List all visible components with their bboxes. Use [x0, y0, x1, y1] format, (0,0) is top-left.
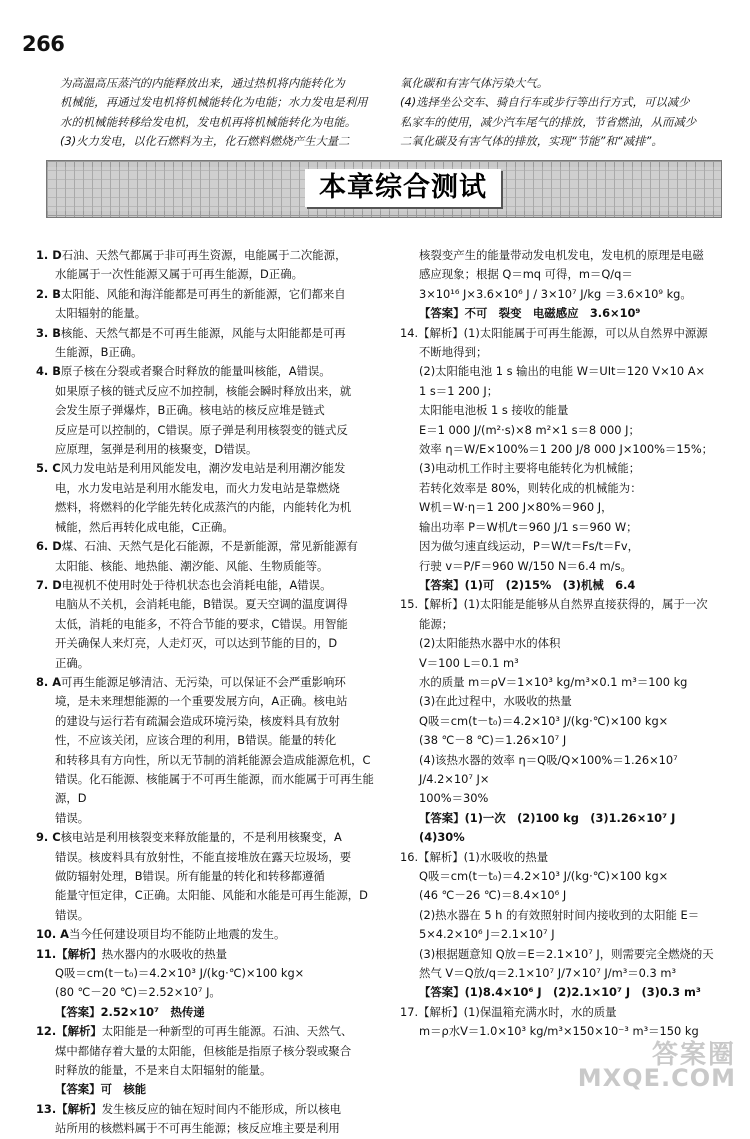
answer-line: [36, 1022, 382, 1041]
answer-line: [36, 634, 382, 653]
answer-line: 【答案】(1)一次 (2)100 kg (3)1.26×10⁷ J (4)30%: [419, 810, 687, 845]
answer-key: 【答案】2.52×10⁷ 热传递: [55, 1004, 205, 1019]
answer-line: 5×4.2×10⁶ J＝2.1×10⁷ J: [419, 927, 555, 942]
text-line: 二氧化碳及有害气体的排放，实现“节能”和“减排”。: [400, 134, 663, 149]
answer-line: [36, 809, 382, 828]
answer-text: 太阳能、核能、地热能、潮汐能、风能、生物质能等。: [55, 558, 329, 573]
answer-line: (2)太阳能电池 1 s 输出的电能 W＝UIt＝120 V×10 A×: [419, 364, 706, 379]
answer-line: [36, 964, 382, 983]
answer-text: 站所用的核燃料属于不可再生能源；核反应堆主要是利用: [55, 1121, 340, 1136]
answer-text: 可再生能源足够清洁、无污染，可以保证不会严重影响环: [61, 674, 346, 689]
section-title: 本章综合测试: [305, 169, 501, 207]
answer-line: [36, 983, 382, 1002]
answer-text: 水能属于一次性能源又属于可再生能源，D正确。: [55, 267, 303, 282]
answer-text: 正确。: [55, 655, 90, 670]
answer-line: [36, 421, 382, 440]
answer-line: 【答案】(1)可 (2)15% (3)机械 6.4: [419, 577, 636, 592]
answer-text: 电视机不使用时处于待机状态也会消耗电能，A错误。: [61, 577, 332, 592]
text-line: 机械能，再通过发电机将机械能转化为电能；水力发电是利用: [60, 95, 368, 110]
answer-text: 会发生原子弹爆炸，B正确。核电站的核反应堆是链式: [55, 403, 325, 418]
answer-text: Q吸＝cm(t－t₀)＝4.2×10³ J/(kg·℃)×100 kg×: [55, 966, 305, 981]
answer-text: 热水器内的水吸收的热量: [101, 946, 228, 961]
answer-text: (80 ℃－20 ℃)＝2.52×10⁷ J。: [55, 985, 221, 1000]
answer-line: [36, 324, 382, 343]
top-left-text: [60, 74, 368, 152]
text-line: 水的机械能转移给发电机，发电机再将机械能转化为电能。: [60, 114, 357, 129]
answer-text: 太阳能、风能和海洋能都是可再生的新能源，它们都来自: [60, 286, 346, 301]
answer-text: 发生核反应的铀在短时间内不能形成，所以核电: [101, 1101, 341, 1116]
answer-line: 1 s＝1 200 J；: [419, 383, 499, 398]
answer-line: [36, 557, 382, 576]
answer-text: 错误。核废料具有放射性，不能直接堆放在露天垃圾场，要: [55, 849, 352, 864]
answer-line: [36, 945, 382, 964]
answer-line: E＝1 000 J/(m²·s)×8 m²×1 s＝8 000 J；: [419, 422, 640, 437]
answer-text: 错误。: [55, 907, 90, 922]
answer-line: [36, 1042, 382, 1061]
answer-line: 16.【解析】(1)水吸收的热量: [400, 849, 549, 864]
answer-line: [36, 595, 382, 614]
answer-line: (2)热水器在 5 h 的有效照射时间内接收到的太阳能 E＝: [419, 907, 700, 922]
answer-text: 当今任何建设项目均不能防止地震的发生。: [68, 927, 286, 942]
answer-line: 【答案】不可 裂变 电磁感应 3.6×10⁹: [419, 306, 641, 321]
question-number: 7. D: [36, 577, 62, 592]
answer-text: 时释放的能量，不是来自太阳辐射的能量。: [55, 1063, 272, 1078]
answer-line: V＝100 L＝0.1 m³: [419, 655, 519, 670]
answer-line: [36, 867, 382, 886]
text-line: 私家车的使用，减少汽车尾气的排放，节省燃油，从而减少: [400, 114, 697, 129]
answer-line: [36, 440, 382, 459]
answer-line: (3)根据题意知 Q放＝E＝2.1×10⁷ J，则需要完全燃烧的天: [419, 946, 714, 961]
answer-line: [36, 265, 382, 284]
answer-text: 核能、天然气都是不可再生能源，风能与太阳能都是可再: [60, 325, 346, 340]
question-number: 10. A: [36, 927, 69, 942]
text-line: 氧化碳和有害气体污染大气。: [400, 76, 549, 90]
answer-line: [36, 479, 382, 498]
analysis-tag: 【解析】: [56, 1024, 102, 1039]
answer-line: [36, 615, 382, 634]
answer-text: 石油、天然气都属于非可再生资源，电能属于二次能源，: [61, 248, 347, 262]
answer-text: 境，是未来理想能源的一个重要发展方向，A正确。核电站: [55, 694, 348, 709]
answer-line: [36, 1061, 382, 1080]
answer-line: (3)电动机工作时主要将电能转化为机械能；: [419, 461, 641, 476]
answer-line: (38 ℃－8 ℃)＝1.26×10⁷ J: [419, 733, 567, 748]
answer-text: 原子核在分裂或者聚合时释放的能量叫核能，A错误。: [60, 364, 331, 379]
answer-text: 的建设与运行若有疏漏会造成环境污染，核废料具有放射: [55, 713, 340, 728]
answer-line: 然气 V＝Q放/q＝2.1×10⁷ J/7×10⁷ J/m³＝0.3 m³: [419, 966, 677, 981]
text-line: (3)火力发电，以化石燃料为主，化石燃料燃烧产生大量二: [60, 134, 350, 149]
answer-key: 【答案】可 核能: [55, 1082, 147, 1097]
answer-text: 煤、石油、天然气是化石能源，不是新能源，常见新能源有: [61, 539, 358, 554]
text-line: (4)选择坐公交车、骑自行车或步行等出行方式，可以减少: [400, 95, 690, 110]
question-number: 6. D: [36, 539, 62, 554]
answer-text: 太低，消耗的电能多，不符合节能的要求，C错误。用智能: [55, 616, 348, 631]
answer-line: [36, 654, 382, 673]
answer-line: [36, 848, 382, 867]
question-number: 9. C: [36, 830, 61, 845]
answer-line: [36, 925, 382, 944]
page-number: 266: [22, 32, 65, 56]
answer-line: 15.【解析】(1)太阳能是能够从自然界直接获得的，属于一次: [400, 597, 708, 612]
answer-text: 电，水力发电站是利用水能发电，而火力发电站是靠燃烧: [55, 480, 340, 495]
watermark-line1: 答案圈: [651, 1040, 736, 1070]
answer-line: [36, 692, 382, 711]
analysis-tag: 【解析】: [56, 1101, 102, 1116]
analysis-tag: 【解析】: [56, 946, 102, 961]
right-answer-column: [400, 246, 716, 1042]
answer-line: 感应现象；根据 Q＝mq 可得，m＝Q/q＝: [419, 267, 633, 282]
answer-text: 反应是可以控制的，C错误。原子弹是利用核裂变的链式反: [55, 422, 348, 437]
left-answer-column: [36, 246, 382, 1139]
answer-line: [36, 886, 382, 905]
answer-text: 性，不应该关闭，应该合理的利用，B错误。能量的转化: [55, 733, 337, 748]
answer-line: [36, 751, 382, 770]
answer-line: [36, 731, 382, 750]
answer-line: [36, 246, 382, 265]
answer-line: 【答案】(1)8.4×10⁶ J (2)2.1×10⁷ J (3)0.3 m³: [419, 985, 701, 1000]
answer-line: 因为做匀速直线运动，P＝W/t＝Fs/t＝Fv，: [419, 539, 639, 554]
answer-line: (4)该热水器的效率 η＝Q吸/Q×100%＝1.26×10⁷ J/4.2×10⁷ J×: [419, 752, 678, 786]
answer-text: 如果原子核的链式反应不加控制，核能会瞬时释放出来，就: [55, 383, 352, 398]
top-right-text: [400, 74, 710, 152]
answer-line: [36, 498, 382, 517]
answer-line: 水的质量 m＝ρV＝1×10³ kg/m³×0.1 m³＝100 kg: [419, 674, 688, 689]
answer-line: [36, 576, 382, 595]
answer-text: 煤中都储存着大量的太阳能，但核能是指原子核分裂或聚合: [55, 1043, 352, 1058]
answer-line: 核裂变产生的能量带动发电机发电，发电机的原理是电磁: [419, 248, 704, 262]
answer-key-line: [36, 1080, 382, 1099]
answer-line: [36, 1119, 382, 1138]
answer-line: [36, 1100, 382, 1119]
answer-text: 太阳能是一种新型的可再生能源。石油、天然气、: [101, 1024, 353, 1039]
answer-text: 核电站是利用核裂变来释放能量的，不是利用核聚变，A: [60, 830, 342, 845]
answer-text: 太阳辐射的能量。: [55, 306, 147, 321]
watermark-line2: MXQE.COM: [577, 1064, 736, 1092]
question-number: 1. D: [36, 248, 62, 262]
answer-text: 生能源，B正确。: [55, 345, 143, 360]
question-number: 4. B: [36, 364, 61, 379]
answer-text: 应原理，氢弹是利用的核聚变，D错误。: [55, 442, 258, 457]
answer-line: (3)在此过程中，水吸收的热量: [419, 694, 572, 709]
answer-text: 风力发电站是利用风能发电，潮汐发电站是利用潮汐能发: [60, 461, 346, 476]
answer-text: 和转移具有方向性，所以无节制的消耗能源会造成能源危机，C: [55, 752, 371, 767]
section-banner: [46, 160, 722, 218]
answer-line: 若转化效率是 80%，则转化成的机械能为：: [419, 480, 642, 495]
answer-text: 做防辐射处理，B错误。所有能量的转化和转移都遵循: [55, 869, 325, 883]
answer-line: 太阳能电池板 1 s 接收的能量: [419, 403, 569, 418]
answer-line: [36, 459, 382, 478]
answer-line: 效率 η＝W/E×100%＝1 200 J/8 000 J×100%＝15%；: [419, 442, 714, 457]
answer-line: 能源；: [419, 616, 454, 631]
watermark-logo: [577, 1034, 740, 1094]
text-line: 为高温高压蒸汽的内能释放出来，通过热机将内能转化为: [60, 76, 345, 90]
question-number: 8. A: [36, 674, 62, 689]
question-number: 11.: [36, 946, 57, 961]
answer-line: 输出功率 P＝W机/t＝960 J/1 s＝960 W；: [419, 519, 638, 534]
question-number: 13.: [36, 1101, 57, 1116]
answer-line: 不断地得到；: [419, 345, 488, 360]
answer-line: [36, 362, 382, 381]
answer-line: 14.【解析】(1)太阳能属于可再生能源，可以从自然界中源源: [400, 325, 708, 340]
answer-line: Q吸＝cm(t－t₀)＝4.2×10³ J/(kg·℃)×100 kg×: [419, 869, 669, 883]
answer-line: [36, 673, 382, 692]
question-number: 5. C: [36, 461, 61, 476]
answer-line: [36, 712, 382, 731]
question-number: 2. B: [36, 286, 61, 301]
answer-line: 行驶 v＝P/F＝960 W/150 N＝6.4 m/s。: [419, 558, 632, 573]
answer-text: 电脑从不关机，会消耗电能，B错误。夏天空调的温度调得: [55, 597, 348, 612]
answer-line: [36, 343, 382, 362]
answer-key-line: [36, 1003, 382, 1022]
answer-text: 错误。: [55, 810, 90, 825]
answer-line: [36, 537, 382, 556]
answer-line: [36, 828, 382, 847]
answer-line: m＝ρ水V＝1.0×10³ kg/m³×150×10⁻³ m³＝150 kg: [419, 1024, 699, 1039]
answer-line: [36, 401, 382, 420]
answer-line: [36, 285, 382, 304]
question-number: 3. B: [36, 325, 61, 340]
answer-line: (46 ℃－26 ℃)＝8.4×10⁶ J: [419, 888, 567, 903]
answer-line: 3×10¹⁶ J×3.6×10⁶ J / 3×10⁷ J/kg ＝3.6×10⁹ kg。: [419, 286, 692, 301]
answer-text: 燃料，将燃料的化学能先转化成蒸汽的内能，内能转化为机: [55, 500, 352, 515]
answer-line: (2)太阳能热水器中水的体积: [419, 636, 561, 651]
answer-line: [36, 304, 382, 323]
answer-line: 17.【解析】(1)保温箱充满水时，水的质量: [400, 1004, 617, 1019]
answer-line: W机＝W·η＝1 200 J×80%＝960 J，: [419, 500, 613, 515]
answer-text: 能量守恒定律，C正确。太阳能、风能和水能是可再生能源，D: [55, 888, 368, 903]
answer-line: [36, 382, 382, 401]
answer-text: 开关确保人来灯亮，人走灯灭，可以达到节能的目的，D: [55, 636, 338, 651]
answer-text: 错误。化石能源、核能属于不可再生能源，而水能属于可再生能源，D: [55, 771, 374, 806]
answer-line: Q吸＝cm(t－t₀)＝4.2×10³ J/(kg·℃)×100 kg×: [419, 713, 669, 728]
answer-line: [36, 906, 382, 925]
answer-text: 械能，然后再转化成电能，C正确。: [55, 519, 234, 534]
answer-line: [36, 518, 382, 537]
answer-line: 100%＝30%: [419, 791, 489, 806]
question-number: 12.: [36, 1024, 57, 1039]
answer-line: [36, 770, 382, 809]
